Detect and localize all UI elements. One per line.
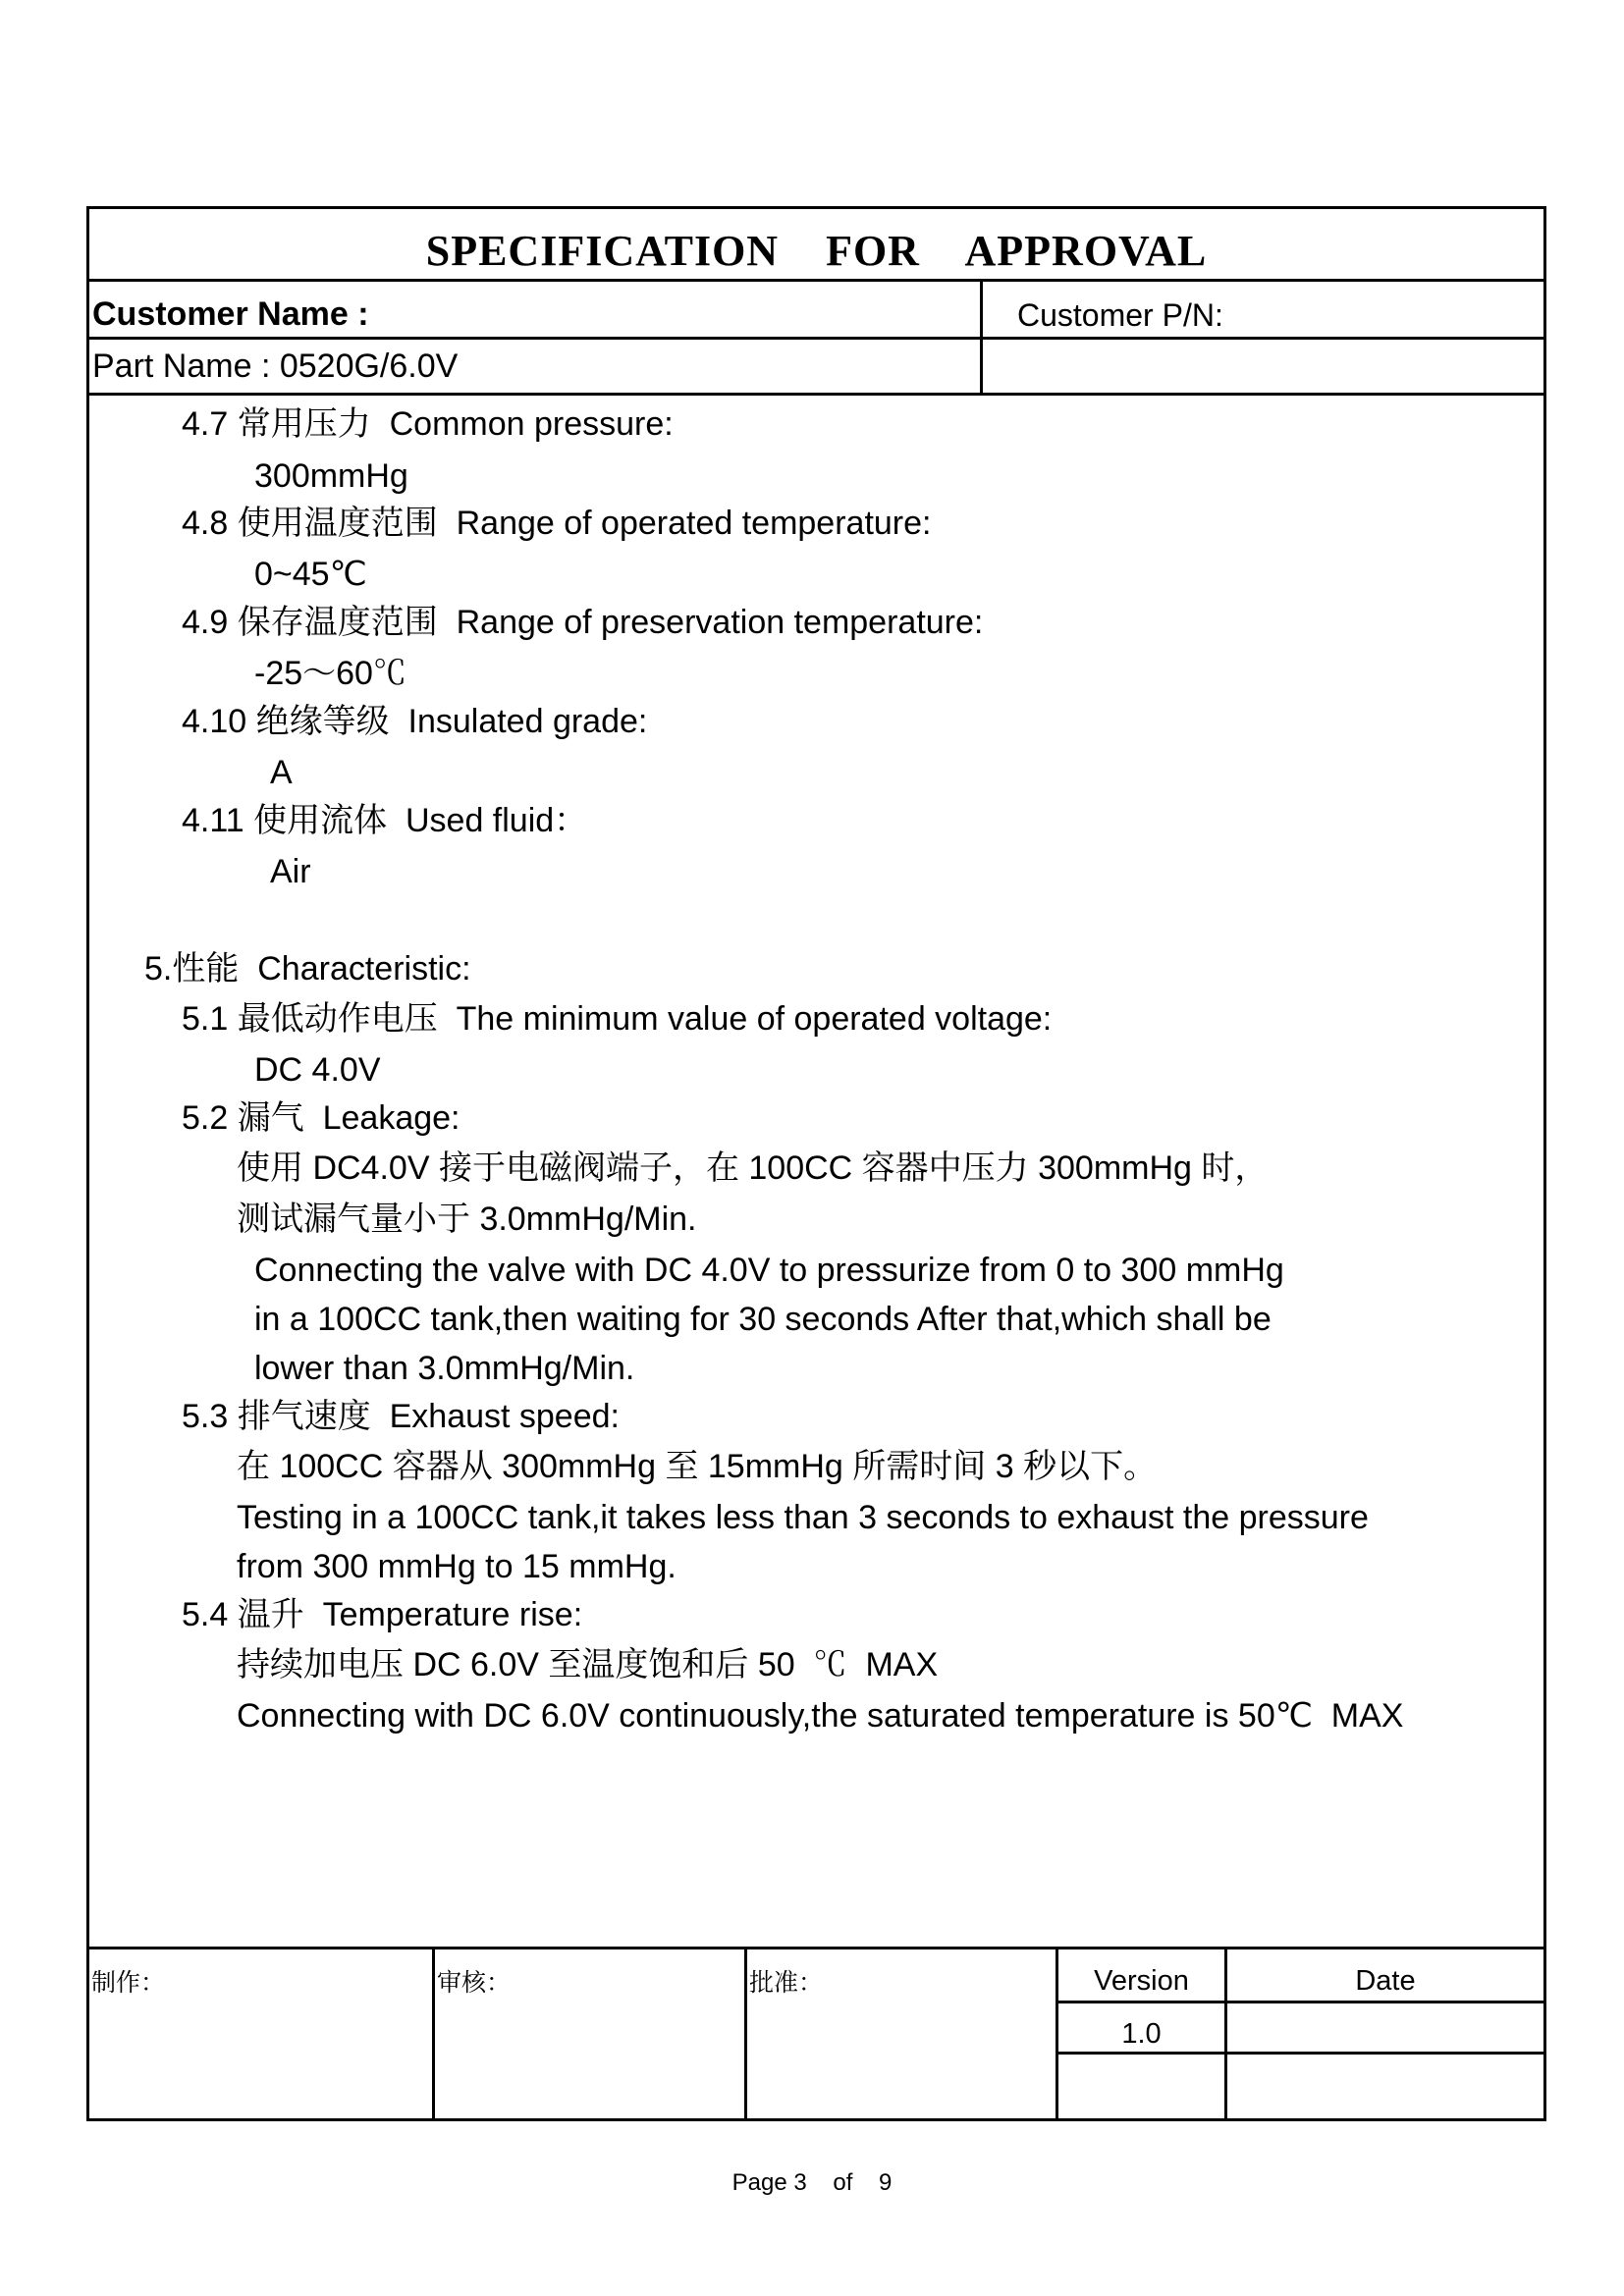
spec-5-2-text-en-2: in a 100CC tank,then waiting for 30 seconds After that,which shall be — [254, 1301, 1272, 1338]
version-divider — [1058, 2001, 1224, 2003]
spec-5-2-text-cn-2: 测试漏气量小于 3.0mmHg/Min. — [237, 1201, 697, 1238]
spec-4-7-heading: 4.7 常用压力 Common pressure: — [182, 405, 674, 443]
spec-4-10-value: A — [270, 754, 293, 791]
spec-5-1-value: DC 4.0V — [254, 1051, 381, 1089]
spec-5-3-text-cn: 在 100CC 容器从 300mmHg 至 15mmHg 所需时间 3 秒以下。 — [237, 1448, 1158, 1485]
spec-5-4-heading: 5.4 温升 Temperature rise: — [182, 1596, 583, 1633]
spec-5-2-heading: 5.2 漏气 Leakage: — [182, 1099, 460, 1137]
specification-sheet — [86, 206, 1546, 2121]
spec-4-9-heading: 4.9 保存温度范围 Range of preservation temperature: — [182, 604, 984, 641]
spec-5-1-heading: 5.1 最低动作电压 The minimum value of operated voltage: — [182, 1000, 1053, 1038]
made-by-label: 制作： — [91, 1968, 166, 1997]
version-value: 1.0 — [1121, 2018, 1162, 2050]
spec-5-4-text-cn: 持续加电压 DC 6.0V 至温度饱和后 50 ℃ MAX — [237, 1646, 939, 1683]
spec-4-8-heading: 4.8 使用温度范围 Range of operated temperature: — [182, 505, 932, 542]
part-name: Part Name : 0520G/6.0V — [92, 347, 459, 385]
version-cell — [1058, 1949, 1227, 2121]
customer-pn-cell — [983, 282, 1543, 337]
part-name-blank-cell — [983, 340, 1543, 393]
spec-5-2-text-en-3: lower than 3.0mmHg/Min. — [254, 1350, 635, 1387]
approved-by-cell — [747, 1949, 1058, 2121]
spec-4-11-heading: 4.11 使用流体 Used fluid： — [182, 802, 588, 839]
document-title: SPECIFICATION FOR APPROVAL — [89, 209, 1543, 282]
spec-4-8-value: 0~45℃ — [254, 556, 367, 593]
date-divider-2 — [1227, 2052, 1543, 2055]
reviewed-by-cell — [435, 1949, 747, 2121]
section-5-heading: 5.性能 Characteristic: — [144, 950, 471, 988]
part-name-row — [89, 340, 1543, 396]
signature-footer — [89, 1947, 1543, 2121]
spec-5-3-text-en-1: Testing in a 100CC tank,it takes less than 3 seconds to exhaust the pressure — [237, 1499, 1369, 1536]
page-number: Page 3 of 9 — [731, 2169, 893, 2196]
spec-4-7-value: 300mmHg — [254, 457, 408, 495]
spec-5-4-text-en: Connecting with DC 6.0V continuously,the saturated temperature is 50℃ MAX — [237, 1697, 1404, 1735]
made-by-cell — [89, 1949, 435, 2121]
part-name-cell — [89, 340, 983, 393]
version-label: Version — [1094, 1965, 1189, 1997]
spec-5-2-text-en-1: Connecting the valve with DC 4.0V to pressurize from 0 to 300 mmHg — [254, 1252, 1284, 1289]
spec-5-2-text-cn-1: 使用 DC4.0V 接于电磁阀端子，在 100CC 容器中压力 300mmHg 时， — [237, 1149, 1269, 1187]
reviewed-by-label: 审核： — [437, 1968, 512, 1997]
spec-5-3-heading: 5.3 排气速度 Exhaust speed: — [182, 1398, 620, 1435]
customer-pn-label: Customer P/N: — [1017, 297, 1223, 333]
date-label: Date — [1355, 1965, 1416, 1997]
approved-by-label: 批准： — [749, 1968, 824, 1997]
spec-5-3-text-en-2: from 300 mmHg to 15 mmHg. — [237, 1548, 677, 1585]
customer-name-cell — [89, 282, 983, 337]
date-divider — [1227, 2001, 1543, 2003]
spec-4-9-value: -25～60℃ — [254, 655, 406, 692]
date-cell — [1227, 1949, 1543, 2121]
customer-name-label: Customer Name : — [92, 295, 369, 333]
customer-row — [89, 282, 1543, 340]
version-divider-2 — [1058, 2052, 1224, 2055]
spec-4-11-value: Air — [270, 853, 311, 890]
spec-4-10-heading: 4.10 绝缘等级 Insulated grade: — [182, 703, 648, 740]
